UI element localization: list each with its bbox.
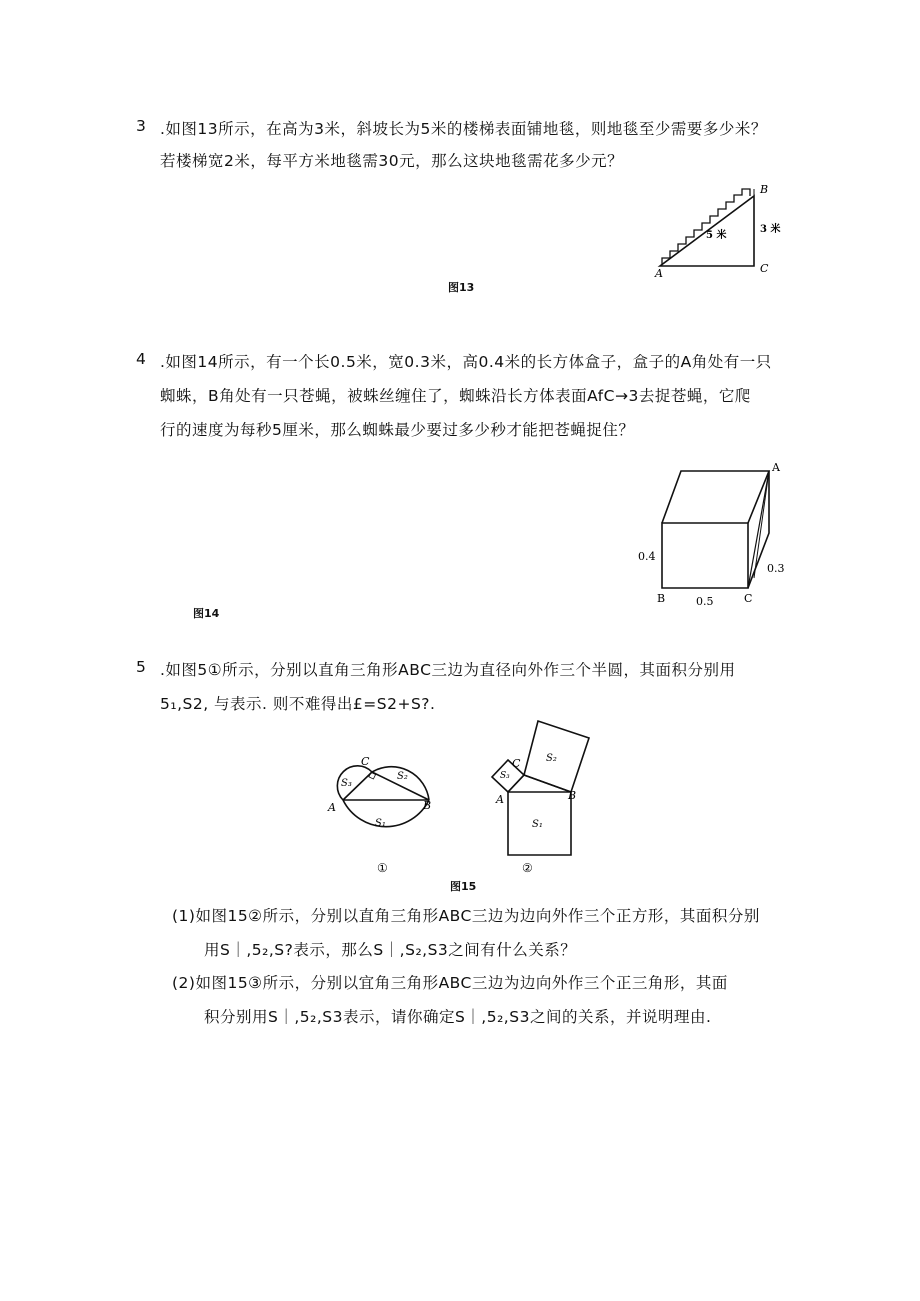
q5-sub2-line2: 积分别用S｜,5₂,S3表示，请你确定S｜,5₂,S3之间的关系，并说明理由. <box>204 1008 712 1026</box>
q3-text-line1: .如图13所示，在高为3米，斜坡长为5米的楼梯表面铺地毯，则地毯至少需要多少米？ <box>160 120 767 138</box>
figure-13-staircase <box>650 180 790 285</box>
figure-13-caption: 图13 <box>448 281 475 294</box>
figure-15-semicircles <box>325 745 445 875</box>
figure-15-squares <box>482 715 612 875</box>
label-b: B <box>760 183 769 196</box>
figure-15-caption: 图15 <box>450 880 477 893</box>
label-c: C <box>512 757 521 770</box>
q4-text-line1: .如图14所示，有一个长0.5米，宽0.3米，高0.4米的长方体盒子，盒子的A角处有一只 <box>160 353 772 371</box>
q3-text-line2: 若楼梯宽2米，每平方米地毯需30元，那么这块地毯需花多少元？ <box>160 152 624 170</box>
q3-number: 3 <box>136 117 146 135</box>
slope-label: 5 米 <box>706 230 727 241</box>
q4-text-line3: 行的速度为每秒5厘米，那么蜘蛛最少要过多少秒才能把苍蝇捉住？ <box>160 421 635 439</box>
figure-mark: ② <box>522 861 533 875</box>
s1-label: S₁ <box>375 818 386 829</box>
label-c: C <box>760 262 769 275</box>
label-a: A <box>655 267 663 280</box>
figure-14-box <box>636 460 786 610</box>
s2-label: S₂ <box>397 771 408 782</box>
label-c: C <box>361 755 370 768</box>
label-b: B <box>423 799 432 812</box>
length-label: 0.5 <box>696 595 714 608</box>
q5-sub2-line1: (2)如图15③所示，分别以宜角三角形ABC三边为边向外作三个正三角形，其面 <box>172 974 728 992</box>
height-label: 3 米 <box>760 224 781 235</box>
q5-number: 5 <box>136 658 146 676</box>
q4-text-line2: 蜘蛛，B角处有一只苍蝇，被蛛丝缠住了，蜘蛛沿长方体表面AfC→3去捉苍蝇，它爬 <box>160 387 751 405</box>
q5-sub1-line1: (1)如图15②所示，分别以直角三角形ABC三边为边向外作三个正方形，其面积分别 <box>172 907 760 925</box>
q5-text-line2: 5₁,S2, 与表示. 则不难得出£=S2+S?. <box>160 695 436 713</box>
height-label: 0.4 <box>638 550 656 563</box>
figure-mark: ① <box>377 861 388 875</box>
s2-label: S₂ <box>546 753 557 764</box>
label-b: B <box>657 592 666 605</box>
s3-label: S₃ <box>500 771 510 781</box>
label-b: B <box>568 789 577 802</box>
label-a: A <box>328 801 336 814</box>
label-a: A <box>772 461 780 474</box>
q5-sub1-line2: 用S｜,5₂,S?表示，那么S｜,S₂,S3之间有什么关系？ <box>204 941 577 959</box>
label-c: C <box>744 592 753 605</box>
width-label: 0.3 <box>767 562 785 575</box>
q5-text-line1: .如图5①所示，分别以直角三角形ABC三边为直径向外作三个半圆，其面积分别用 <box>160 661 736 679</box>
q4-number: 4 <box>136 350 146 368</box>
label-a: A <box>496 793 504 806</box>
s3-label: S₃ <box>341 778 352 789</box>
s1-label: S₁ <box>532 819 543 830</box>
figure-14-caption: 图14 <box>193 607 220 620</box>
